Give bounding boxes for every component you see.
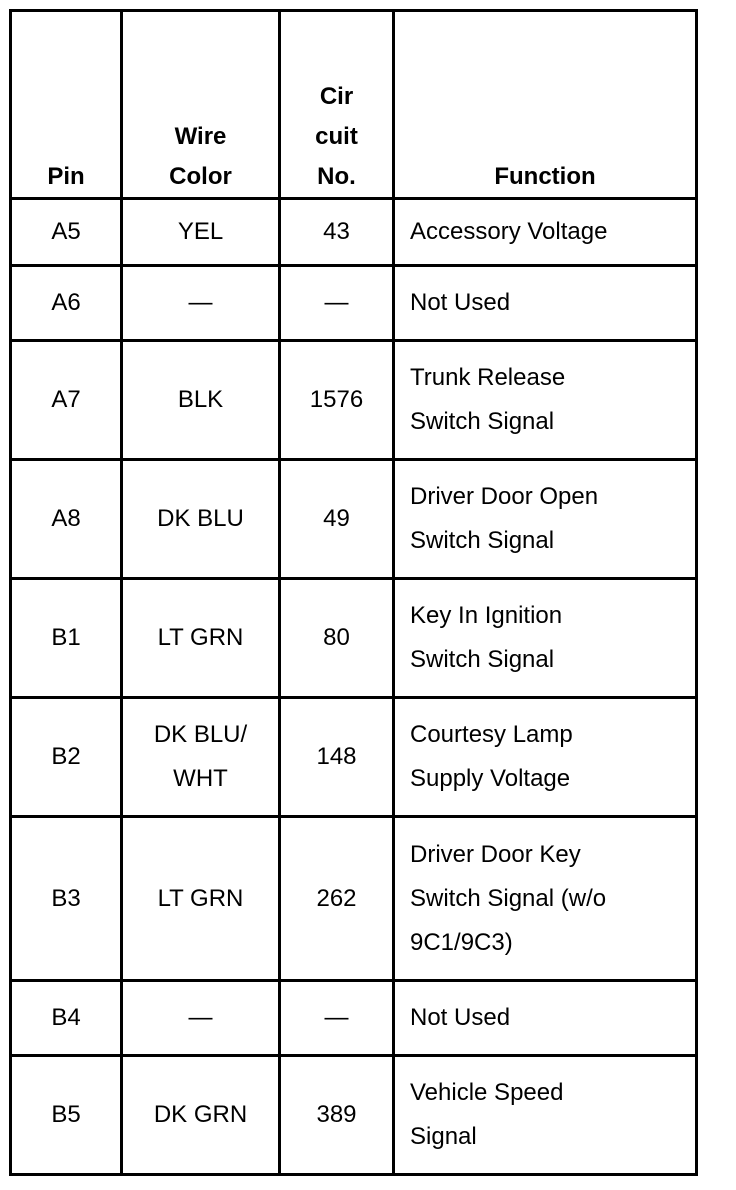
circuit-cell: 49: [280, 460, 394, 579]
pin-cell: A5: [11, 199, 122, 266]
header-pin: Pin: [11, 11, 122, 199]
table-row: [11, 698, 697, 817]
pin-cell: A7: [11, 341, 122, 460]
table-row: [11, 817, 697, 981]
wire-color-cell: YEL: [122, 199, 280, 266]
wire-color-cell: —: [122, 981, 280, 1056]
function-cell: Vehicle Speed Signal: [394, 1056, 697, 1175]
function-cell: Not Used: [394, 266, 697, 341]
header-circuit-no: Cir cuit No.: [280, 11, 394, 199]
circuit-cell: 262: [280, 817, 394, 981]
pin-cell: A8: [11, 460, 122, 579]
pin-cell: B4: [11, 981, 122, 1056]
table-row: [11, 341, 697, 460]
circuit-cell: 389: [280, 1056, 394, 1175]
table-row: [11, 266, 697, 341]
function-cell: Not Used: [394, 981, 697, 1056]
table-row: [11, 579, 697, 698]
header-wire-color: Wire Color: [122, 11, 280, 199]
wire-color-cell: LT GRN: [122, 817, 280, 981]
function-cell: Trunk Release Switch Signal: [394, 341, 697, 460]
connector-pin-table: [9, 9, 698, 1176]
circuit-cell: —: [280, 981, 394, 1056]
wire-color-cell: BLK: [122, 341, 280, 460]
pin-cell: A6: [11, 266, 122, 341]
table-row: [11, 981, 697, 1056]
circuit-cell: —: [280, 266, 394, 341]
circuit-cell: 1576: [280, 341, 394, 460]
circuit-cell: 148: [280, 698, 394, 817]
function-cell: Accessory Voltage: [394, 199, 697, 266]
function-cell: Driver Door Key Switch Signal (w/o 9C1/9C3): [394, 817, 697, 981]
wire-color-cell: —: [122, 266, 280, 341]
table-row: [11, 199, 697, 266]
table-row: [11, 460, 697, 579]
circuit-cell: 43: [280, 199, 394, 266]
wire-color-cell: DK BLU: [122, 460, 280, 579]
table-row: [11, 1056, 697, 1175]
function-cell: Courtesy Lamp Supply Voltage: [394, 698, 697, 817]
wire-color-cell: DK BLU/ WHT: [122, 698, 280, 817]
wire-color-cell: LT GRN: [122, 579, 280, 698]
header-row: [11, 11, 697, 199]
pin-cell: B2: [11, 698, 122, 817]
pin-cell: B5: [11, 1056, 122, 1175]
function-cell: Key In Ignition Switch Signal: [394, 579, 697, 698]
pin-cell: B3: [11, 817, 122, 981]
pin-cell: B1: [11, 579, 122, 698]
header-function: Function: [394, 11, 697, 199]
circuit-cell: 80: [280, 579, 394, 698]
wire-color-cell: DK GRN: [122, 1056, 280, 1175]
function-cell: Driver Door Open Switch Signal: [394, 460, 697, 579]
